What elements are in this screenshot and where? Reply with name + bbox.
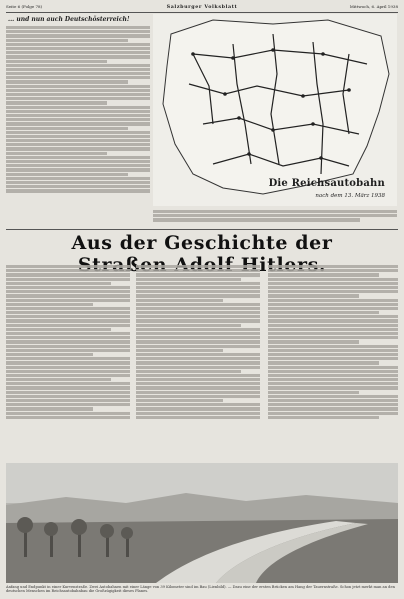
map-caption-text [153, 210, 397, 228]
autobahn-photo-scene [6, 463, 398, 583]
map-subtitle: nach dem 13. März 1938 [315, 193, 385, 199]
article-headline: Aus der Geschichte der [71, 232, 333, 254]
article-column-2 [136, 265, 260, 455]
header-rule [6, 12, 398, 13]
left-article-body [6, 26, 150, 226]
article-column-1 [6, 265, 130, 455]
map-title: Die Reichsautobahn [268, 178, 385, 189]
article-columns [6, 265, 398, 455]
issue-date: Mittwoch, 6. April 1938 [349, 4, 398, 9]
photo-caption: Anfang und Endpunkt in einer Kurvenstraße. Zwei Autobahnen mit einer Länge von 39 Kilometer sind im Bau (Lienbild). — Dazu eine der ersten Brücken am Hang der Tauernstraße. Schon jetzt merkt man an den deutschen Menschen im Reichsautobahnbau die Großzügigkeit dieses Planes. [6, 585, 395, 594]
newspaper-masthead: Salzburger Volksblatt [166, 4, 238, 10]
autobahn-photo [6, 463, 398, 583]
page-header [6, 2, 398, 12]
headline-top-rule [6, 229, 398, 230]
left-article-heading: ... und nun auch Deutschösterreich! [8, 16, 130, 23]
page-number-label: Seite 6 (Folge 78) [6, 4, 43, 9]
autobahn-map [153, 14, 397, 206]
article-column-3 [268, 265, 398, 455]
